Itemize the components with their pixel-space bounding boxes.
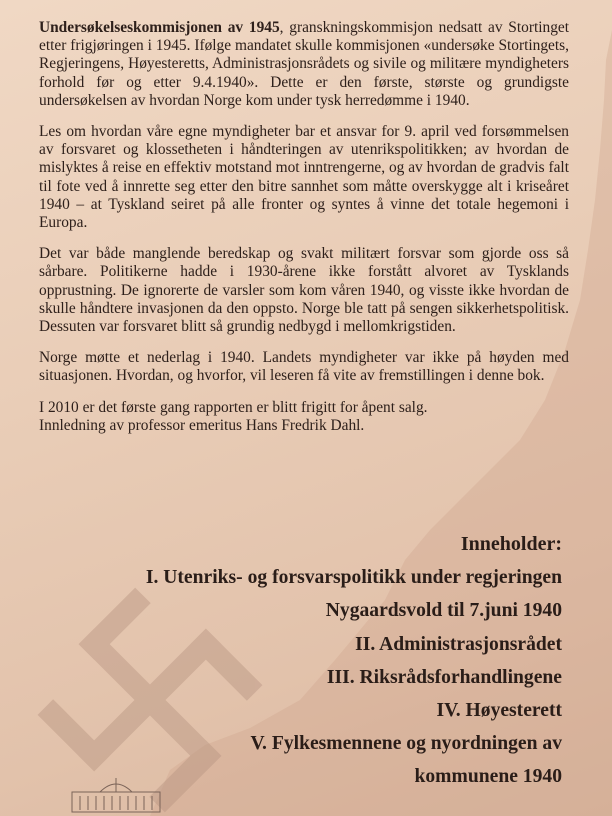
paragraph-3: Det var både manglende beredskap og svakt militært forsvar som gjorde oss så sårbare. Politikerne hadde i 1930-årene ikke forstått alvoret av Tysklands opprustning. De ignorerte de varsler som kom våren 1940, og visste ikke hvordan de skulle håndtere invasjonen da den oppsto. Norge ble tatt på sengen sikkerhetspolitisk. Dessuten var forsvaret blitt så grundig nedbygd i mellomkrigstiden.	[39, 245, 569, 336]
contents-item-5: V. Fylkesmennene og nyordningen av	[250, 733, 562, 755]
paragraph-2: Les om hvordan våre egne myndigheter bar et ansvar for 9. april ved forsømmelsen av forsvaret og klossetheten i håndteringen av utenrikspolitikken; av hvordan de mislyktes å reise en effektiv motstand mot inntrengerne, og av hvordan de gradvis falt til fote ved å innrette seg etter den bitre sannhet som måtte overskygge alt i kriseåret 1940 – at Tyskland seiret på alle fronter og syntes å vinne det totale hegemoni i Europa.	[39, 123, 569, 232]
description-text	[39, 19, 569, 448]
contents-heading: Inneholder:	[460, 533, 562, 555]
paragraph-5	[39, 399, 569, 435]
parliament-building-drawing	[70, 774, 162, 814]
paragraph-1-body: , granskningskommisjon nedsatt av Stortinget etter frigjøringen i 1945. Ifølge mandatet skulle kommisjonen «undersøke Stortingets, Regjeringens, Høyesteretts, Administrasjonsrådets og sivile og militære myndigheters forhold før og etter 9.4.1940». Dette er den første, største og grundigste undersøkelsen av hvordan Norge kom under tysk herredømme i 1940.	[39, 19, 569, 109]
commission-title: Undersøkelseskommisjonen av 1945	[39, 19, 280, 36]
contents-item-5-cont: kommunene 1940	[414, 766, 562, 788]
contents-item-2: II. Administrasjonsrådet	[355, 633, 562, 655]
paragraph-1	[39, 19, 569, 110]
contents-item-3: III. Riksrådsforhandlingene	[326, 666, 562, 688]
contents-item-1-cont: Nygaardsvold til 7.juni 1940	[325, 600, 562, 622]
paragraph-4: Norge møtte et nederlag i 1940. Landets myndigheter var ikke på høyden med situasjonen. Hvordan, og hvorfor, vil leseren få vite av fremstillingen i denne bok.	[39, 349, 569, 385]
contents-item-1: I. Utenriks- og forsvarspolitikk under regjeringen	[145, 567, 562, 589]
contents-item-4: IV. Høyesterett	[436, 700, 562, 722]
release-note: I 2010 er det første gang rapporten er blitt frigitt for åpent salg.	[39, 398, 428, 416]
contents-list	[22, 528, 562, 794]
introduction-credit: Innledning av professor emeritus Hans Fredrik Dahl.	[39, 416, 365, 434]
